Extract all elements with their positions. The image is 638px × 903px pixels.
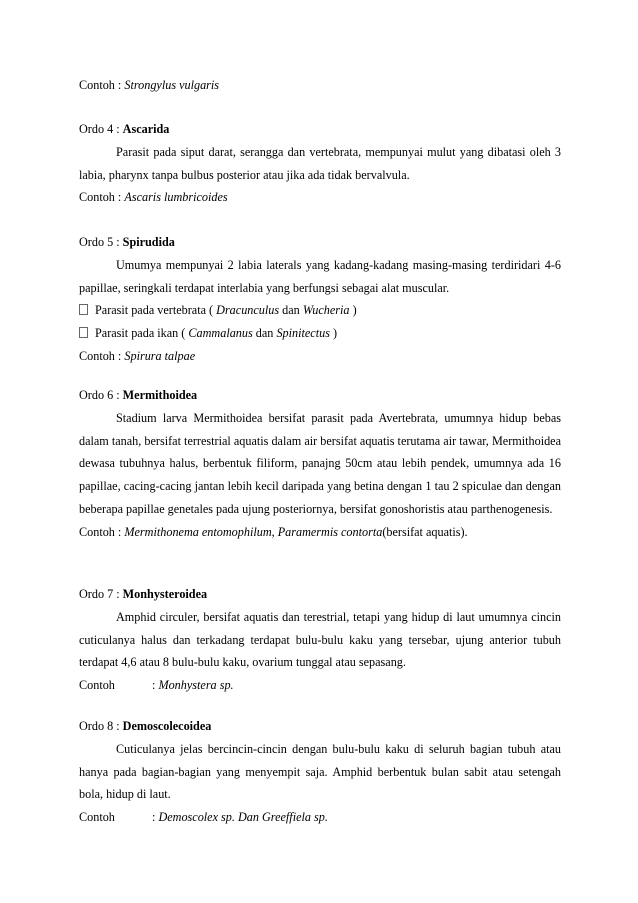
order-name: Ascarida xyxy=(122,122,170,136)
bullet-text: dan xyxy=(279,303,303,318)
section-ordo-6 xyxy=(79,384,561,544)
bullet-box-icon xyxy=(79,327,88,338)
section-ordo-4 xyxy=(79,118,561,209)
order-name: Mermithoidea xyxy=(122,388,198,402)
order-prefix: Ordo 7 : xyxy=(79,587,123,601)
example-label: Contoh xyxy=(79,678,115,693)
bullet-species: Wucheria xyxy=(302,303,350,318)
section-paragraph: Stadium larva Mermithoidea bersifat parasit pada Avertebrata, umumnya hidup bebas dalam tanah, bersifat terrestrial aquatis dalam air bersifat aquatis terutama air tawar, Mermithoidea dewasa tubuhnya halus, berbentuk filiform, panajng 50cm atau lebih pendek, umumnya ada 16 papillae, cacing-cacing jantan lebih kecil daripada yang betina dengan 1 tau 2 spiculae dan dengan beberapa papillae genetales pada ujung posteriornya, bersifat gonoshoristis atau parthenogenesis. xyxy=(79,410,561,516)
example-species: Strongylus vulgaris xyxy=(124,78,220,92)
bullet-item xyxy=(79,299,561,322)
order-name: Spirudida xyxy=(122,235,175,249)
bullet-species: Dracunculus xyxy=(216,303,280,318)
bullet-text: dan xyxy=(252,326,277,341)
section-paragraph: Parasit pada siput darat, serangga dan vertebrata, mempunyai mulut yang dibatasi oleh 3 labia, pharynx tanpa bulbus posterior atau jika ada tidak bervalvula. xyxy=(79,144,561,182)
order-prefix: Ordo 6 : xyxy=(79,388,123,402)
section-paragraph: Amphid circuler, bersifat aquatis dan terestrial, tetapi yang hidup di laut umumnya cincin cuticulanya halus dan terkadang terdapat bulu-bulu kaku yang tersebar, ujung anterior tubuh terdapat 4,6 atau 8 bulu-bulu kaku, ovarium tunggal atau sepasang. xyxy=(79,609,561,670)
bullet-box-icon xyxy=(79,304,88,315)
section-ordo-5 xyxy=(79,231,561,368)
example-species: Spirura talpae xyxy=(124,348,196,363)
bullet-text: Parasit pada ikan ( xyxy=(95,326,189,341)
bullet-species: Spinitectus xyxy=(276,326,330,341)
example-species: Demoscolex sp. Dan Greeffiela sp. xyxy=(158,810,328,825)
section-paragraph: Cuticulanya jelas bercincin-cincin dengan bulu-bulu kaku di seluruh bagian tubuh atau hanya pada bagian-bagian yang menyempit saja. Amphid berbentuk bulan sabit atau setengah bola, hidup di laut. xyxy=(79,741,561,802)
example-species: Monhystera sp. xyxy=(158,678,234,693)
order-name: Demoscolecoidea xyxy=(122,719,212,733)
bullet-species: Cammalanus xyxy=(188,326,253,341)
order-prefix: Ordo 5 : xyxy=(79,235,123,249)
example-label: Contoh : xyxy=(79,348,125,363)
top-example xyxy=(79,74,561,97)
section-paragraph: Umumya mempunyai 2 labia laterals yang kadang-kadang masing-masing terdiridari 4-6 papillae, seringkali terdapat interlabia yang berfungsi sebagai alat muscular. xyxy=(79,257,561,295)
bullet-text: ) xyxy=(329,326,338,341)
bullet-text: ) xyxy=(349,303,357,318)
section-ordo-8 xyxy=(79,715,561,829)
section-ordo-7 xyxy=(79,583,561,697)
example-label: Contoh : xyxy=(79,190,125,205)
order-prefix: Ordo 4 : xyxy=(79,122,123,136)
example-species: Mermithonema entomophilum, Paramermis contorta xyxy=(124,524,383,539)
order-prefix: Ordo 8 : xyxy=(79,719,123,733)
example-colon: : xyxy=(152,678,159,693)
example-colon: : xyxy=(152,810,159,825)
example-suffix: (bersifat aquatis). xyxy=(382,524,468,539)
bullet-text: Parasit pada vertebrata ( xyxy=(95,303,217,318)
example-label: Contoh xyxy=(79,810,115,825)
bullet-item xyxy=(79,322,561,345)
example-species: Ascaris lumbricoides xyxy=(124,190,228,205)
order-name: Monhysteroidea xyxy=(122,587,208,601)
example-label: Contoh : xyxy=(79,78,125,92)
example-label: Contoh : xyxy=(79,524,125,539)
